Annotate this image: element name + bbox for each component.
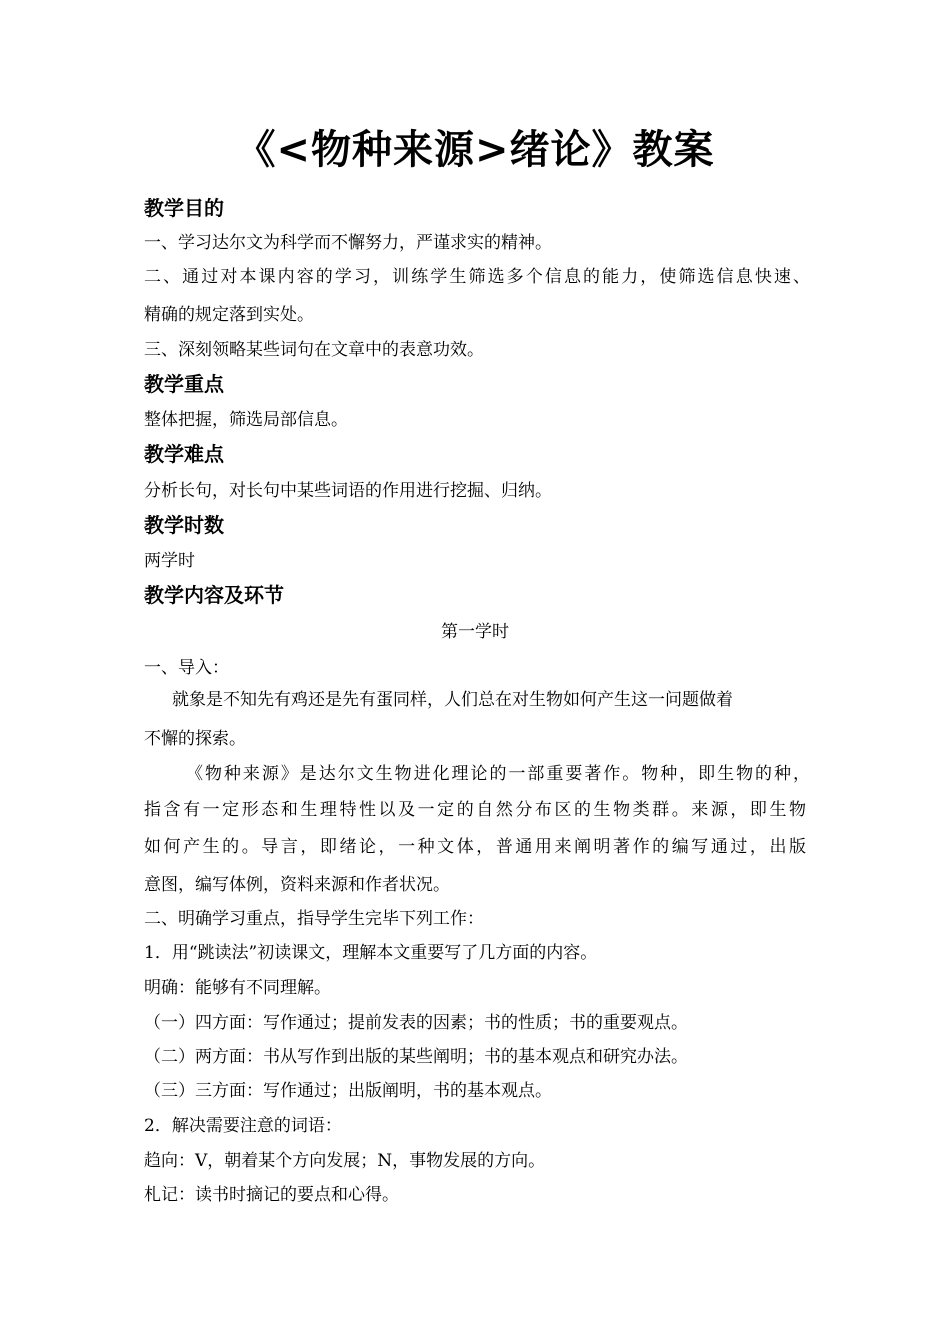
content-line-14: 2．解决需要注意的词语： bbox=[144, 1116, 342, 1136]
content-line-9: 1．用“跳读法”初读课文，理解本文重要写了几方面的内容。 bbox=[144, 943, 598, 963]
section-heading-difficulties: 教学难点 bbox=[144, 442, 224, 466]
goal-line-3: 精确的规定落到实处。 bbox=[144, 305, 314, 325]
content-line-13: （三）三方面：写作通过；出版阐明，书的基本观点。 bbox=[144, 1081, 552, 1101]
content-line-3: 不懈的探索。 bbox=[144, 729, 246, 749]
section-heading-goals: 教学目的 bbox=[144, 196, 224, 220]
section-heading-hours: 教学时数 bbox=[144, 513, 224, 537]
section-heading-key-points: 教学重点 bbox=[144, 372, 224, 396]
content-line-12: （二）两方面：书从写作到出版的某些阐明；书的基本观点和研究办法。 bbox=[144, 1047, 688, 1067]
key-points-text: 整体把握，筛选局部信息。 bbox=[144, 410, 348, 430]
content-line-4: 《物种来源》是达尔文生物进化理论的一部重要著作。物种，即生物的种， bbox=[186, 764, 810, 784]
difficulties-text: 分析长句，对长句中某些词语的作用进行挖掘、归纳。 bbox=[144, 481, 552, 501]
subheading-first-period: 第一学时 bbox=[441, 622, 509, 642]
section-heading-content: 教学内容及环节 bbox=[144, 583, 284, 607]
content-line-1: 一、导入： bbox=[144, 658, 229, 678]
goal-line-1: 一、学习达尔文为科学而不懈努力，严谨求实的精神。 bbox=[144, 233, 552, 253]
content-line-16: 札记：读书时摘记的要点和心得。 bbox=[144, 1185, 399, 1205]
hours-text: 两学时 bbox=[144, 551, 195, 571]
content-line-5: 指含有一定形态和生理特性以及一定的自然分布区的生物类群。来源，即生物 bbox=[144, 800, 806, 820]
content-line-11: （一）四方面：写作通过；提前发表的因素；书的性质；书的重要观点。 bbox=[144, 1013, 688, 1033]
document-title: 《<物种来源>绪论》教案 bbox=[235, 127, 715, 173]
content-line-2: 就象是不知先有鸡还是先有蛋同样，人们总在对生物如何产生这一问题做着 bbox=[172, 690, 733, 710]
goal-line-2: 二、通过对本课内容的学习，训练学生筛选多个信息的能力，使筛选信息快速、 bbox=[144, 267, 810, 287]
content-line-8: 二、明确学习重点，指导学生完毕下列工作： bbox=[144, 909, 484, 929]
content-line-10: 明确：能够有不同理解。 bbox=[144, 978, 331, 998]
content-line-15: 趋向：V，朝着某个方向发展；N，事物发展的方向。 bbox=[144, 1151, 546, 1171]
goal-line-4: 三、深刻领略某些词句在文章中的表意功效。 bbox=[144, 340, 484, 360]
content-line-7: 意图，编写体例，资料来源和作者状况。 bbox=[144, 875, 450, 895]
content-line-6: 如何产生的。导言，即绪论，一种文体，普通用来阐明著作的编写通过，出版 bbox=[144, 837, 806, 857]
